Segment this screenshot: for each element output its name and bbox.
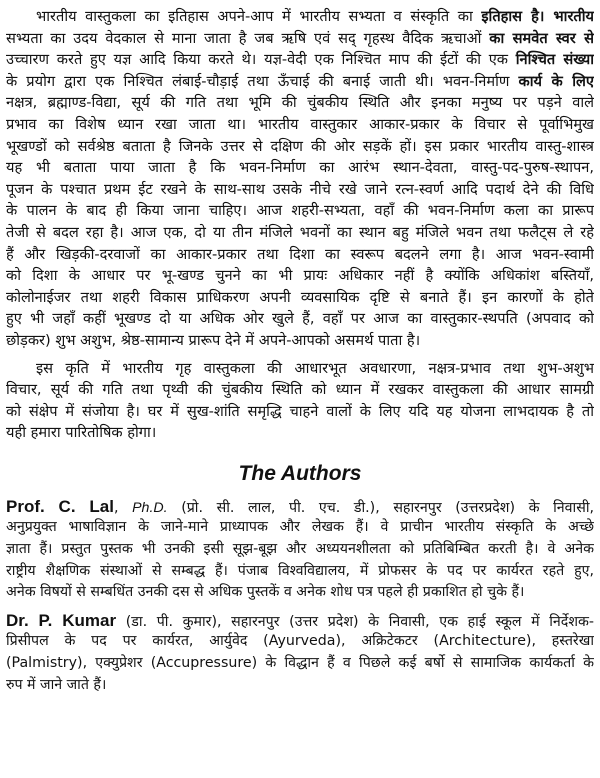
bio-line: अनेक विषयों से सम्बधिंत उनकी दस से अधिक पुस्तकें व अनेक शोध पत्र पहले ही प्रकाशित हो चुके हैं। bbox=[6, 584, 525, 601]
bold-text: कार्य के लिए bbox=[518, 72, 594, 90]
line-text: उच्चारण करते हुए यज्ञ आदि किया करते थे। यज्ञ-वेदी एक निश्चित माप की ईटों की एक bbox=[6, 51, 516, 69]
line-text: पूजन के पश्चात प्रथम ईट रखने के साथ-साथ उसके नीचे रखे जाने रत्न-स्वर्ण आदि पदार्थ देने की विधि bbox=[6, 180, 594, 198]
text-line bbox=[6, 287, 594, 309]
bold-text: का समवेत स्वर से bbox=[489, 29, 594, 47]
line-text: कोलोनाईजर तथा शहरी विकास प्राधिकरण अपनी व्यवसायिक दृष्टि से बनाते हैं। इन कारणों के होते bbox=[6, 288, 594, 306]
text-line bbox=[6, 422, 594, 444]
bio-line: अनुप्रयुक्त भाषाविज्ञान के जाने-माने प्राध्यापक और लेखक हैं। वे प्राचीन भारतीय संस्कृति के अच्छे bbox=[6, 519, 594, 536]
authors-section bbox=[6, 496, 594, 696]
line-text: प्रभाव का विशेष ध्यान रखा जाता था। भारतीय वास्तुकार आकार-प्रकार के विचार से पूर्वाभिमुख bbox=[6, 115, 594, 133]
text-line bbox=[6, 71, 594, 93]
text-line bbox=[6, 265, 594, 287]
author-degree: Ph.D. bbox=[132, 499, 168, 516]
bio-line: रुप में जाने जाते हैं। bbox=[6, 676, 107, 693]
text-line bbox=[6, 28, 594, 50]
line-text: यही हमारा पारितोषिक होगा। bbox=[6, 424, 157, 442]
text-line bbox=[6, 114, 594, 136]
text-line bbox=[6, 49, 594, 71]
text-line bbox=[6, 330, 594, 352]
line-text: हैं और खिड़की-दरवाजों का आकार-प्रकार तथा दिशा का स्वरूप बदलने लगा है। आज भवन-स्वामी bbox=[6, 245, 594, 263]
bio-line bbox=[6, 610, 594, 632]
separator: , bbox=[113, 499, 133, 516]
text-line bbox=[6, 136, 594, 158]
line-text: के पालन के बाद ही किया जाना चाहिए। आज शहरी-सभ्यता, वहाँ की भवन-निर्माण कला का प्रारूप bbox=[6, 202, 594, 220]
bio-line: राष्ट्रीय शैक्षणिक संस्थाओं से सम्बद्ध हैं। पंजाब विश्वविद्यालय, में प्रोफसर के पद पर कार्यरत रहते हुए, bbox=[6, 562, 594, 579]
text-line bbox=[6, 308, 594, 330]
line-text: यह भी बताता पाया जाता है कि भवन-निर्माण का आरंभ स्थान-देवता, वास्तु-पद-पुरुष-स्थापन, bbox=[6, 159, 594, 177]
author-bio-kumar bbox=[6, 610, 594, 696]
text-line bbox=[6, 157, 594, 179]
line-text: तेजी से बदल रहा है। आज एक, दो या तीन मंजिले भवनों का स्थान बहु मंजिले भवन तथा फलैट्स ले रहे bbox=[6, 223, 594, 241]
bio-line: प्रिसीपल के पद पर कार्यरत, आर्युवेद (Ayurveda), अक्रिटेकटर (Architecture), हस्तरेखा bbox=[6, 633, 594, 650]
line-text: हुए भी जहाँ कहीं भूखण्ड दो या अधिक ओर खुले हैं, वहाँ पर आज का वास्तुकार-स्थपति (अपवाद को bbox=[6, 310, 594, 328]
bio-line: (Palmistry), एक्युप्रेशर (Accupressure) के विद्धान हैं व पिछले कई बर्षो से सामाजिक कार्यकर्ता के bbox=[6, 655, 594, 672]
text-line bbox=[6, 179, 594, 201]
line-text: को दिशा के आधार पर भू-खण्ड चुनने का भी प्रायः अधिकार नहीं है क्योंकि अधिकांश बस्तियाँ, bbox=[6, 267, 594, 285]
intro-section bbox=[6, 6, 594, 444]
text-line bbox=[6, 379, 594, 401]
text-line bbox=[6, 92, 594, 114]
text-line bbox=[6, 401, 594, 423]
line-text: को संक्षेप में संजोया है। घर में सुख-शांति समृद्धि चाहने वालों के लिए यदि यह योजना लाभदायक है तो bbox=[6, 402, 594, 420]
bio-text: (डा. पी. कुमार), सहारनपुर (उत्तर प्रदेश) के निवासी, एक हाई स्कूल में निर्देशक- bbox=[116, 613, 594, 630]
line-text: विचार, सूर्य की गति तथा पृथ्वी की चुंबकीय स्थिति को ध्यान में रखकर वास्तुकला की आधार सामग्री bbox=[6, 381, 594, 399]
bold-text: निश्चित संख्या bbox=[515, 51, 594, 69]
line-text: के प्रयोग द्वारा एक निश्चित लंबाई-चौड़ाई तथा ऊँचाई की बनाई जाती थी। भवन-निर्माण bbox=[6, 72, 519, 90]
author-name: Prof. C. Lal bbox=[6, 496, 114, 516]
text-line bbox=[6, 200, 594, 222]
bio-text: (प्रो. सी. लाल, पी. एच. डी.), सहारनपुर (उत्तरप्रदेश) के निवासी, bbox=[167, 499, 594, 516]
line-text: छोड़कर) शुभ अशुभ, श्रेष्ठ-सामान्य प्रारूप देने में अपने-आपको असमर्थ पाता है। bbox=[6, 331, 421, 349]
line-text: भारतीय वास्तुकला का इतिहास अपने-आप में भारतीय सभ्यता व संस्कृति का bbox=[36, 8, 482, 25]
bio-line bbox=[6, 496, 594, 518]
text-line bbox=[6, 222, 594, 244]
text-line bbox=[6, 358, 594, 380]
text-line bbox=[6, 244, 594, 266]
author-bio-lal bbox=[6, 496, 594, 604]
author-name: Dr. P. Kumar bbox=[6, 610, 117, 630]
line-text: सभ्यता का उदय वेदकाल से माना जाता है जब ऋषि एवं सद् गृहस्थ वैदिक ऋचाओं bbox=[6, 29, 490, 47]
line-text: भूखण्डों को सर्वश्रेष्ठ बताता है जिनके उत्तर से दक्षिण की ओर सड़कें हों। इस प्रकार भारतीय वास्तु-शास्त्र bbox=[6, 137, 594, 155]
bold-text: इतिहास है। भारतीय bbox=[481, 8, 594, 25]
paragraph bbox=[6, 6, 594, 352]
bio-line: ज्ञाता हैं। प्रस्तुत पुस्तक भी उनकी इसी सूझ-बूझ और अध्ययनशीलता को प्रतिबिम्बित करती है। वे अनेक bbox=[6, 541, 594, 558]
paragraph bbox=[6, 358, 594, 444]
text-line bbox=[6, 6, 594, 28]
line-text: इस कृति में भारतीय गृह वास्तुकला की आधारभूत अवधारणा, नक्षत्र-प्रभाव तथा शुभ-अशुभ bbox=[36, 359, 594, 377]
line-text: नक्षत्र, ब्रह्माण्ड-विद्या, सूर्य की गति तथा भूमि की चुंबकीय स्थिति और इनका मनुष्य पर पड़ने वाले bbox=[6, 94, 594, 112]
authors-heading: The Authors bbox=[238, 461, 362, 485]
